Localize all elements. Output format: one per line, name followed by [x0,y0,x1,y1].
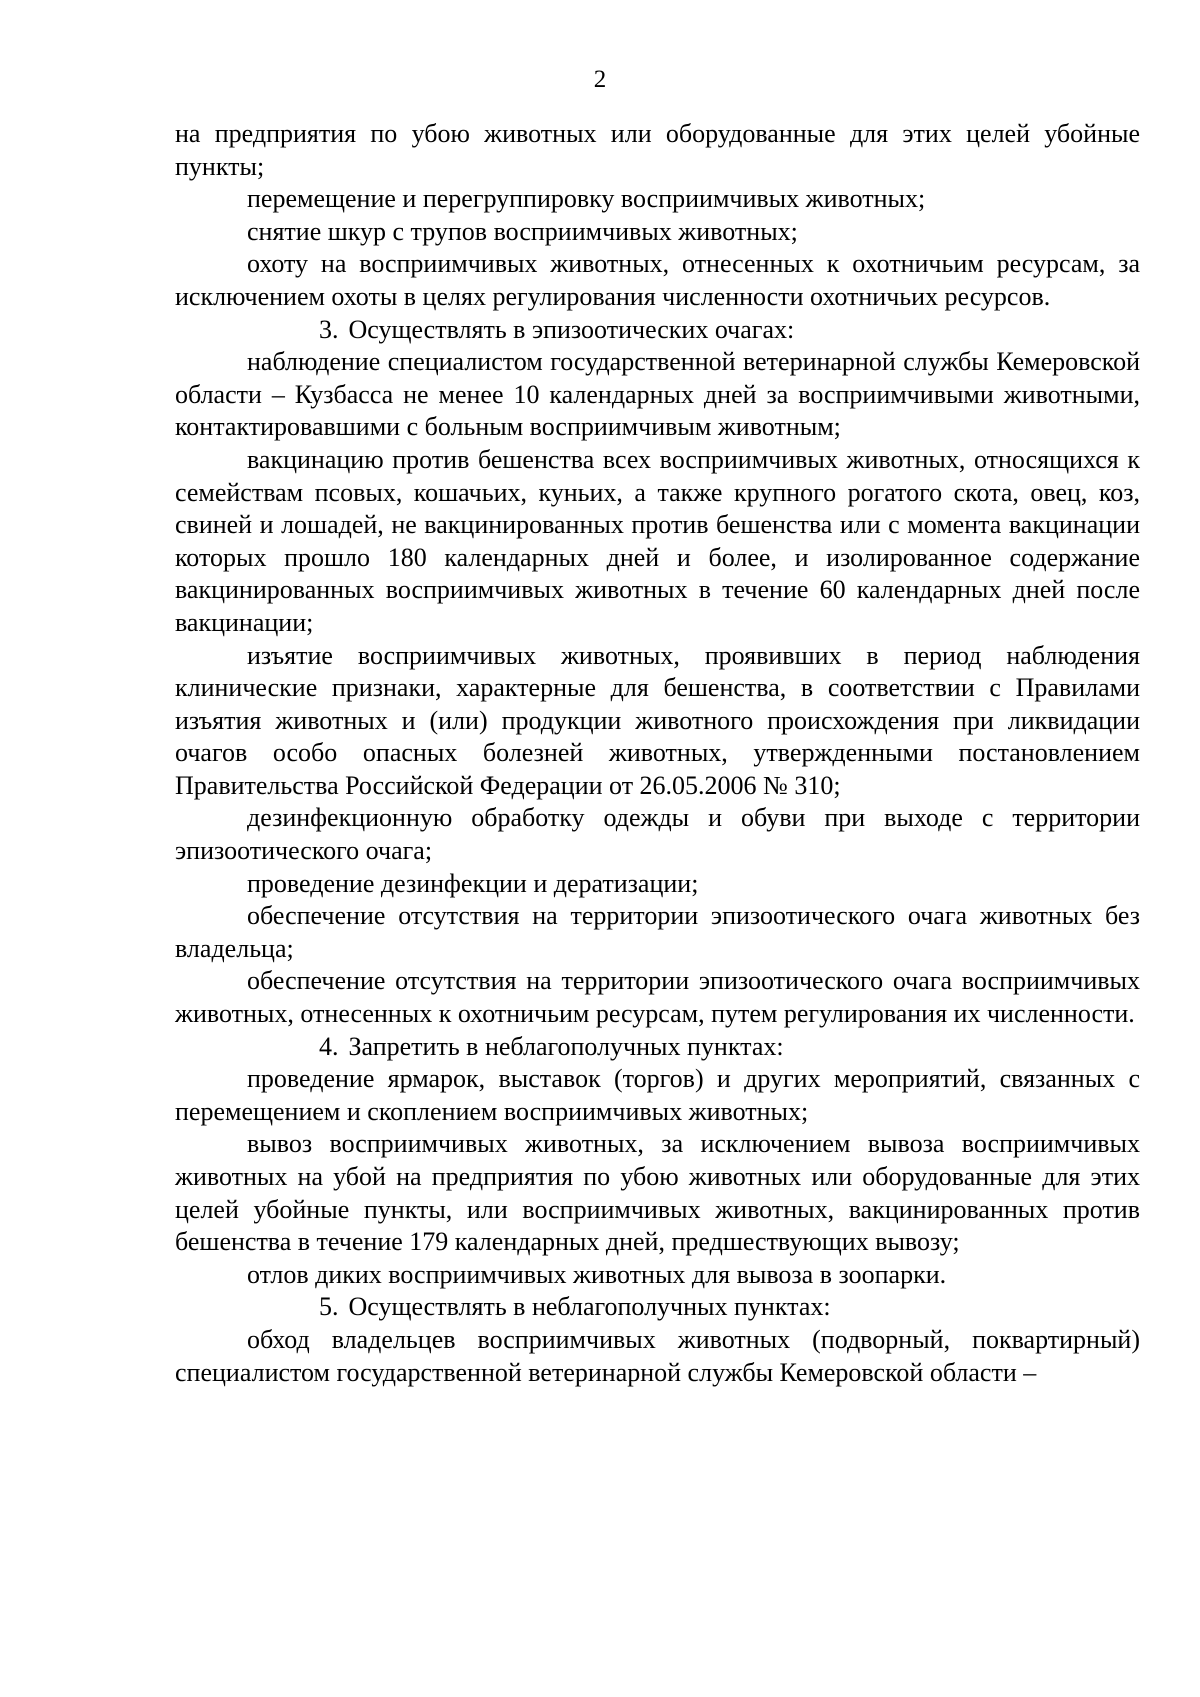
paragraph: наблюдение специалистом государственной ветеринарной службы Кемеровской области – Кузбасса не менее 10 календарных дней за восприимчивыми животными, контактировавшими с больным восприимчивым животным; [175,347,1140,442]
paragraph: вывоз восприимчивых животных, за исключением вывоза восприимчивых животных на убой на предприятия по убою животных или оборудованные для этих целей убойные пункты, или восприимчивых животных, вакцинированных против бешенства в течение 179 календарных дней, предшествующих вывозу; [175,1129,1140,1257]
item-number: 5. [319,1292,339,1322]
paragraph: дезинфекционную обработку одежды и обуви при выходе с территории эпизоотического очага; [175,803,1140,866]
numbered-paragraph [175,314,1140,347]
paragraph: перемещение и перегруппировку восприимчивых животных; [247,184,926,214]
item-number: 4. [319,1031,339,1061]
paragraph: отлов диких восприимчивых животных для вывоза в зоопарки. [247,1259,947,1289]
paragraph: на предприятия по убою животных или оборудованные для этих целей убойные пункты; [175,119,1140,181]
paragraph-text: Запретить в неблагополучных пунктах: [348,1031,784,1061]
page-number: 2 [593,66,607,93]
paragraph: проведение ярмарок, выставок (торгов) и других мероприятий, связанных с перемещением и скоплением восприимчивых животных; [175,1064,1140,1126]
numbered-paragraph [175,1031,1140,1064]
paragraph: снятие шкур с трупов восприимчивых животных; [247,216,798,246]
paragraph: обеспечение отсутствия на территории эпизоотического очага животных без владельца; [175,901,1140,963]
paragraph: обход владельцев восприимчивых животных (подворный, поквартирный) специалистом государственной ветеринарной службы Кемеровской области – [175,1324,1140,1387]
paragraph-text: Осуществлять в эпизоотических очагах: [348,314,795,344]
paragraph: охоту на восприимчивых животных, отнесенных к охотничьим ресурсам, за исключением охоты в целях регулирования численности охотничьих ресурсов. [175,249,1140,311]
paragraph: изъятие восприимчивых животных, проявивших в период наблюдения клинические признаки, характерные для бешенства, в соответствии с Правилами изъятия животных и (или) продукции животного происхождения при ликвидации очагов особо опасных болезней животных, утвержденными постановлением Правительства Российской Федерации от 26.05.2006 № 310; [175,640,1140,800]
document-body [175,118,1140,1389]
item-number: 3. [319,314,339,344]
paragraph: обеспечение отсутствия на территории эпизоотического очага восприимчивых животных, отнесенных к охотничьим ресурсам, путем регулирования их численности. [175,966,1140,1029]
paragraph: вакцинацию против бешенства всех восприимчивых животных, относящихся к семействам псовых, кошачьих, куньих, а также крупного рогатого скота, овец, коз, свиней и лошадей, не вакцинированных против бешенства или с момента вакцинации которых прошло 180 календарных дней и более, и изолированное содержание вакцинированных восприимчивых животных в течение 60 календарных дней после вакцинации; [175,444,1140,637]
paragraph-text: Осуществлять в неблагополучных пунктах: [348,1292,831,1322]
numbered-paragraph [175,1291,1140,1324]
paragraph: проведение дезинфекции и дератизации; [247,868,699,898]
